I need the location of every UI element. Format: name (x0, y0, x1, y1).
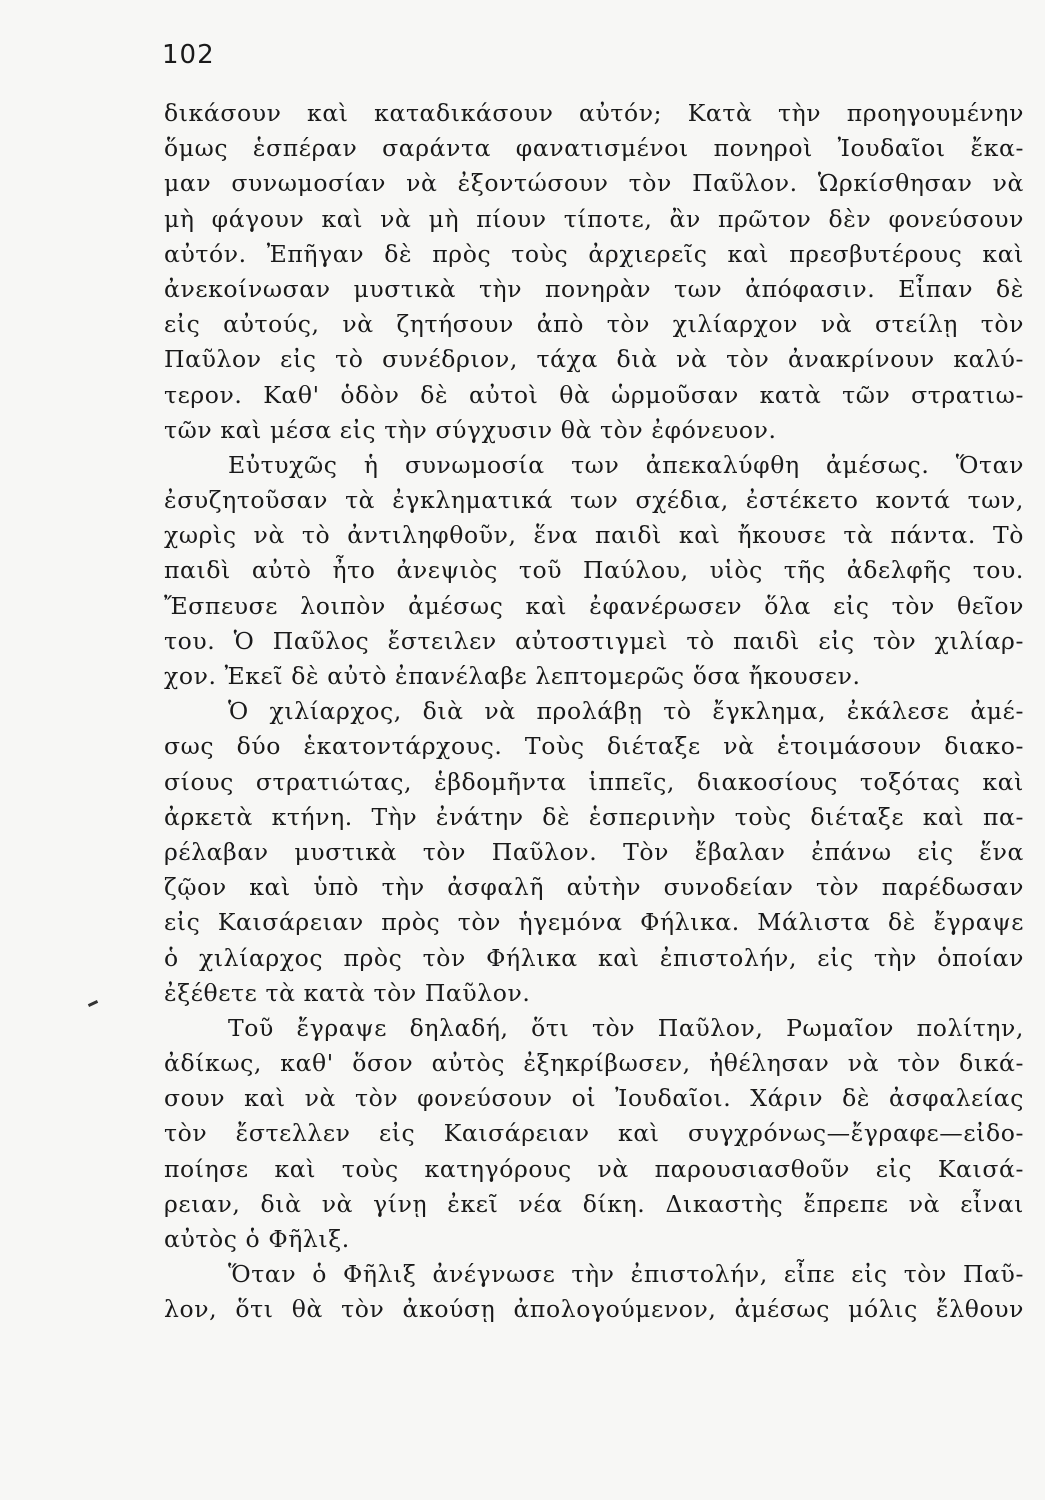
text-line: χωρὶς νὰ τὸ ἀντιληφθοῦν, ἕνα παιδὶ καὶ ἤκουσε τὰ πάντα. Τὸ (164, 521, 1024, 550)
text-line: ποίησε καὶ τοὺς κατηγόρους νὰ παρουσιασθοῦν εἰς Καισά- (164, 1154, 1024, 1183)
text-line: σουν καὶ νὰ τὸν φονεύσουν οἱ Ἰουδαῖοι. Χάριν δὲ ἀσφαλείας (164, 1084, 1024, 1113)
text-line: Τοῦ ἔγραψε δηλαδή, ὅτι τὸν Παῦλον, Ρωμαῖον πολίτην, (228, 1013, 1024, 1042)
text-line: του. Ὁ Παῦλος ἔστειλεν αὐτοστιγμεὶ τὸ παιδὶ εἰς τὸν χιλίαρ- (164, 626, 1024, 655)
text-line: Παῦλον εἰς τὸ συνέδριον, τάχα διὰ νὰ τὸν ἀνακρίνουν καλύ- (164, 345, 1024, 374)
text-line: σίους στρατιώτας, ἑβδομῆντα ἱππεῖς, διακοσίους τοξότας καὶ (164, 767, 1024, 796)
text-line: σως δύο ἑκατοντάρχους. Τοὺς διέταξε νὰ ἑτοιμάσουν διακο- (164, 732, 1024, 761)
text-line: τὸν ἔστελλεν εἰς Καισάρειαν καὶ συγχρόνως—ἔγραφε—εἰδο- (164, 1119, 1024, 1148)
text-line: αὐτὸς ὁ Φῆλιξ. (164, 1225, 350, 1253)
text-line: μὴ φάγουν καὶ νὰ μὴ πίουν τίποτε, ἂν πρῶτον δὲν φονεύσουν (164, 204, 1024, 233)
text-line: ὅμως ἑσπέραν σαράντα φανατισμένοι πονηροὶ Ἰουδαῖοι ἔκα- (164, 134, 1024, 163)
text-line: Εὐτυχῶς ἡ συνωμοσία των ἀπεκαλύφθη ἀμέσως. Ὅταν (228, 450, 1024, 479)
text-line: αὐτόν. Ἐπῆγαν δὲ πρὸς τοὺς ἀρχιερεῖς καὶ πρεσβυτέρους καὶ (164, 239, 1024, 268)
text-line: μαν συνωμοσίαν νὰ ἐξοντώσουν τὸν Παῦλον. Ὡρκίσθησαν νὰ (164, 169, 1024, 198)
text-line: παιδὶ αὐτὸ ἦτο ἀνεψιὸς τοῦ Παύλου, υἱὸς τῆς ἀδελφῆς του. (164, 556, 1024, 585)
text-line: ἀνεκοίνωσαν μυστικὰ τὴν πονηρὰν των ἀπόφασιν. Εἶπαν δὲ (164, 274, 1024, 303)
stray-ink-mark (88, 1000, 98, 1007)
text-line: ρειαν, διὰ νὰ γίνῃ ἐκεῖ νέα δίκη. Δικαστὴς ἔπρεπε νὰ εἶναι (164, 1189, 1024, 1218)
text-line: εἰς Καισάρειαν πρὸς τὸν ἡγεμόνα Φήλικα. Μάλιστα δὲ ἔγραψε (164, 908, 1024, 937)
text-line: ἀδίκως, καθ' ὅσον αὐτὸς ἐξηκρίβωσεν, ἠθέλησαν νὰ τὸν δικά- (164, 1049, 1024, 1078)
text-line: ἐσυζητοῦσαν τὰ ἐγκληματικά των σχέδια, ἐστέκετο κοντά των, (164, 486, 1024, 515)
text-line: ἐξέθετε τὰ κατὰ τὸν Παῦλον. (164, 978, 531, 1007)
text-line: ἀρκετὰ κτήνη. Τὴν ἐνάτην δὲ ἑσπερινὴν τοὺς διέταξε καὶ πα- (164, 802, 1024, 831)
text-line: ζῷον καὶ ὑπὸ τὴν ἀσφαλῆ αὐτὴν συνοδείαν τὸν παρέδωσαν (164, 873, 1024, 902)
text-line: Ὅταν ὁ Φῆλιξ ἀνέγνωσε τὴν ἐπιστολήν, εἶπε εἰς τὸν Παῦ- (228, 1260, 1024, 1289)
text-line: εἰς αὐτούς, νὰ ζητήσουν ἀπὸ τὸν χιλίαρχον νὰ στείλῃ τὸν (164, 310, 1024, 339)
body-text (164, 96, 1024, 1328)
text-line: χον. Ἐκεῖ δὲ αὐτὸ ἐπανέλαβε λεπτομερῶς ὅσα ἤκουσεν. (164, 662, 861, 690)
text-line: τῶν καὶ μέσα εἰς τὴν σύγχυσιν θὰ τὸν ἐφόνευον. (164, 415, 777, 444)
text-line: τερον. Καθ' ὁδὸν δὲ αὐτοὶ θὰ ὡρμοῦσαν κατὰ τῶν στρατιω- (164, 380, 1024, 409)
text-line: Ἔσπευσε λοιπὸν ἀμέσως καὶ ἐφανέρωσεν ὅλα εἰς τὸν θεῖον (164, 591, 1024, 620)
text-line: δικάσουν καὶ καταδικάσουν αὐτόν; Κατὰ τὴν προηγουμένην (164, 99, 1024, 127)
text-line: ὁ χιλίαρχος πρὸς τὸν Φήλικα καὶ ἐπιστολήν, εἰς τὴν ὁποίαν (164, 943, 1024, 972)
text-line: ρέλαβαν μυστικὰ τὸν Παῦλον. Τὸν ἔβαλαν ἐπάνω εἰς ἕνα (164, 837, 1024, 866)
page-number: 102 (162, 40, 215, 70)
text-line: λον, ὅτι θὰ τὸν ἀκούσῃ ἀπολογούμενον, ἀμέσως μόλις ἔλθουν (164, 1295, 1024, 1324)
text-line: Ὁ χιλίαρχος, διὰ νὰ προλάβῃ τὸ ἔγκλημα, ἐκάλεσε ἀμέ- (228, 697, 1024, 726)
